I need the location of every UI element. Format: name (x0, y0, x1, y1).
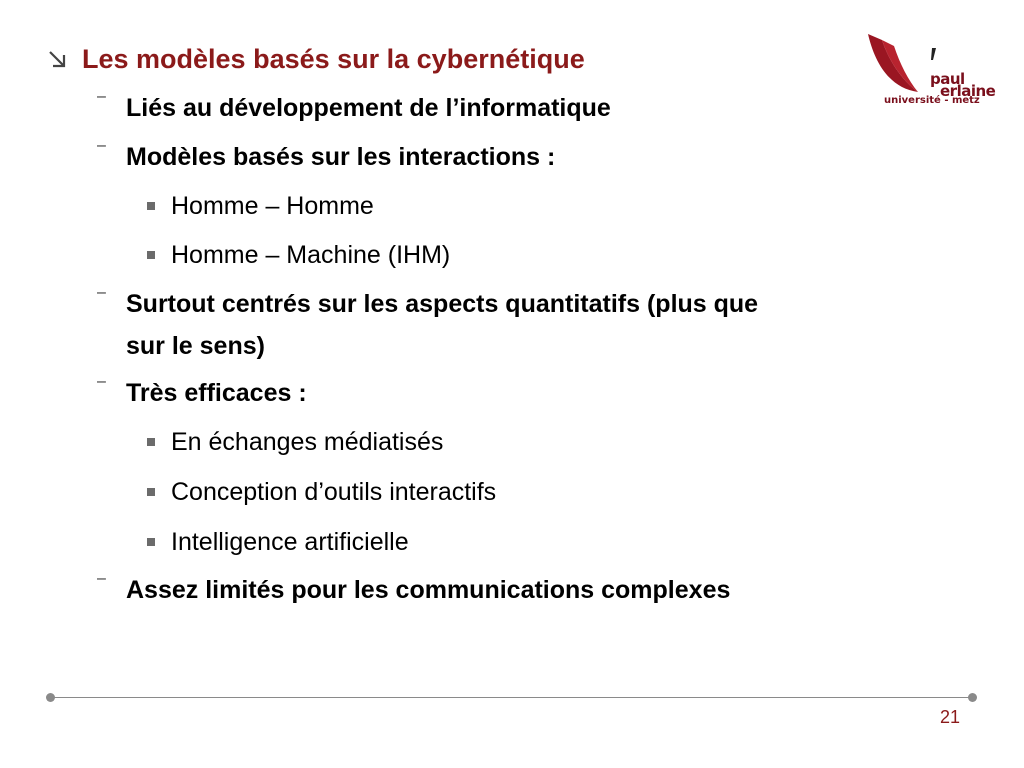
bullet-continuation: sur le sens) (126, 332, 265, 360)
dash-bullet-icon: – (97, 88, 106, 105)
bullet-text: Modèles basés sur les interactions : (126, 143, 556, 171)
bullet-text: Conception d’outils interactifs (171, 478, 497, 506)
bullet-text: Homme – Machine (IHM) (171, 241, 451, 269)
logo-text-university: université - metz (884, 95, 980, 106)
square-bullet-icon (147, 438, 155, 446)
square-bullet-icon (147, 538, 155, 546)
bullet-text: Homme – Homme (171, 192, 374, 220)
bullet-text: Assez limités pour les communications complexes (126, 576, 731, 604)
dash-bullet-icon: – (97, 284, 106, 301)
bullet-text: En échanges médiatisés (171, 428, 444, 456)
square-bullet-icon (147, 202, 155, 210)
dash-bullet-icon: – (97, 373, 106, 390)
square-bullet-icon (147, 251, 155, 259)
logo-text-paul: paul (930, 70, 965, 88)
arrow-down-right-icon (44, 46, 70, 72)
slide-title: Les modèles basés sur la cybernétique (82, 44, 585, 74)
footer-divider (50, 697, 974, 698)
logo-text-erlaine: erlaine (940, 82, 996, 100)
dash-bullet-icon: – (97, 570, 106, 587)
dash-bullet-icon: – (97, 137, 106, 154)
bullet-text: Surtout centrés sur les aspects quantitatifs (plus que (126, 290, 759, 318)
page-number: 21 (939, 707, 960, 727)
bullet-text: Intelligence artificielle (171, 528, 409, 556)
bullet-text: Très efficaces : (126, 379, 307, 407)
square-bullet-icon (147, 488, 155, 496)
footer-right-dot (968, 693, 977, 702)
bullet-text: Liés au développement de l’informatique (126, 94, 611, 122)
